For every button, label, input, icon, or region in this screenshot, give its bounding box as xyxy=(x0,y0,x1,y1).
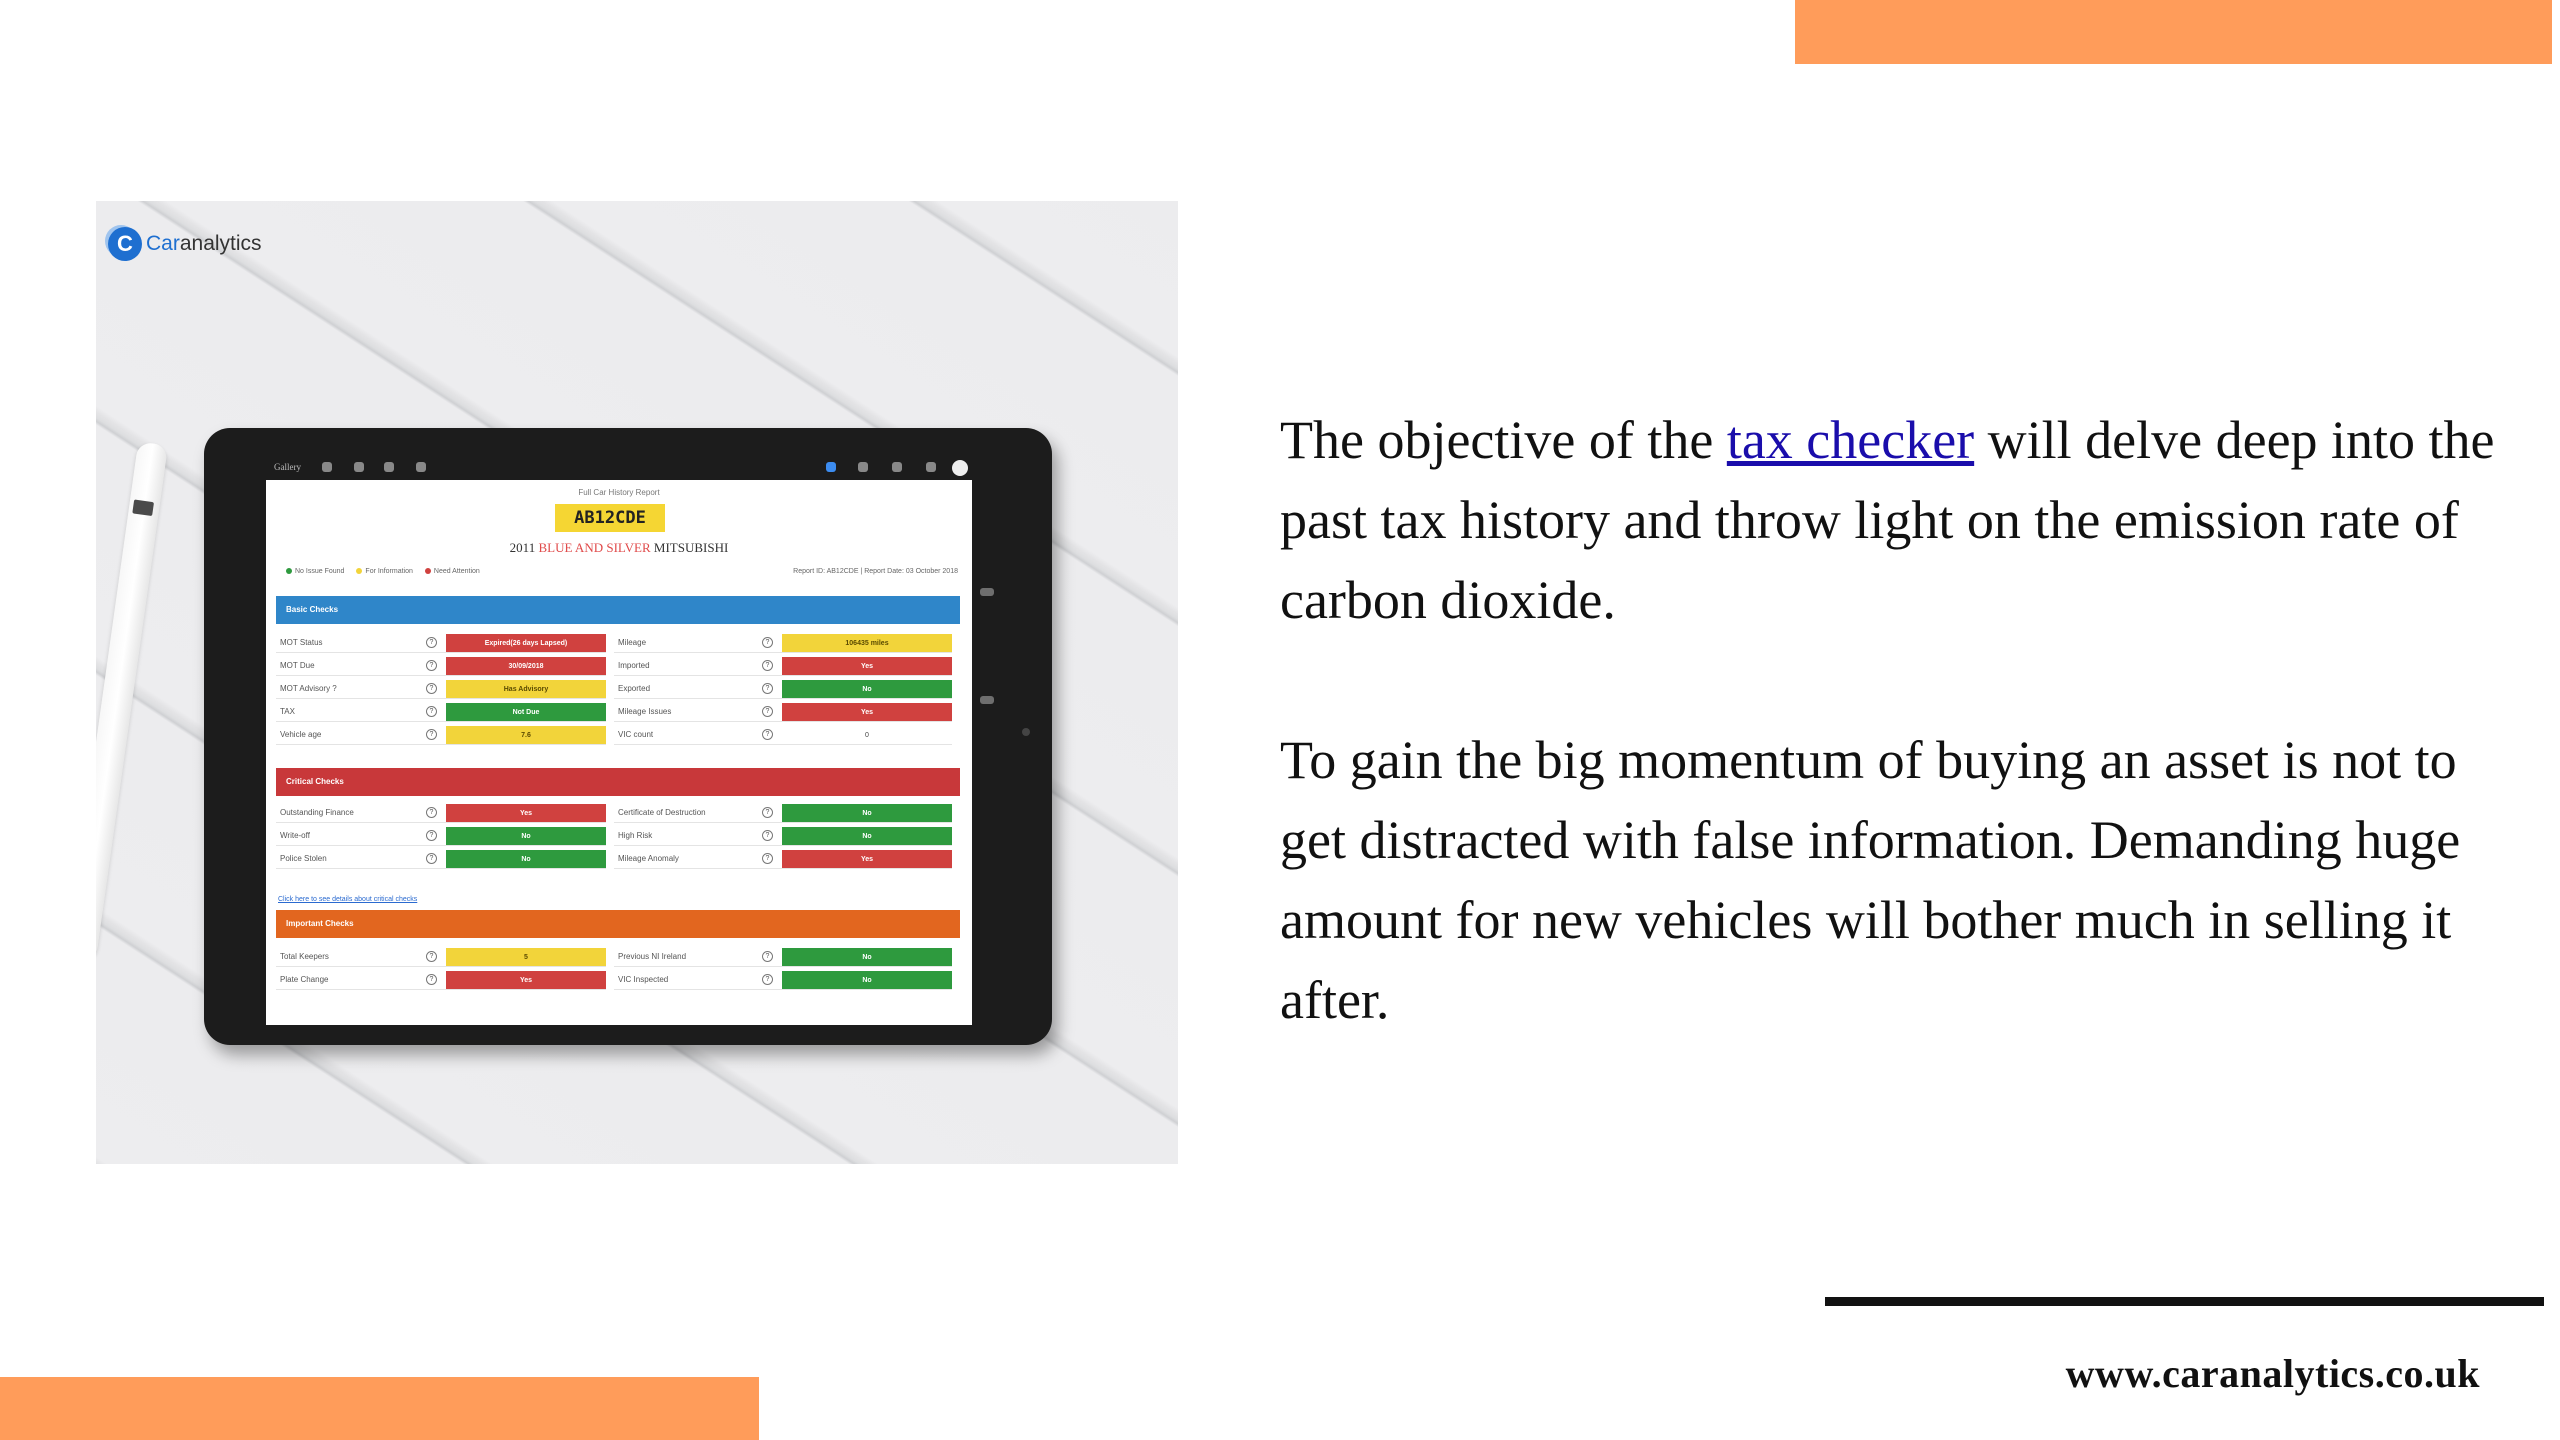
help-icon: ? xyxy=(426,974,437,985)
check-value: Yes xyxy=(782,703,952,722)
report-screen xyxy=(266,480,972,1025)
check-value: 106435 miles xyxy=(782,634,952,653)
help-icon: ? xyxy=(426,807,437,818)
bottom-accent-bar xyxy=(0,1377,759,1440)
check-value: Yes xyxy=(782,657,952,676)
wand-icon xyxy=(354,462,364,472)
check-row xyxy=(276,971,606,990)
help-icon: ? xyxy=(762,853,773,864)
check-row xyxy=(614,804,952,823)
check-value: No xyxy=(782,680,952,699)
check-row xyxy=(614,657,952,676)
check-label: Imported xyxy=(618,661,650,670)
check-value: Has Advisory xyxy=(446,680,606,699)
help-icon: ? xyxy=(426,853,437,864)
check-value: No xyxy=(782,804,952,823)
check-row xyxy=(276,804,606,823)
check-value: Yes xyxy=(446,971,606,990)
check-label: Police Stolen xyxy=(280,854,327,863)
footer-url: www.caranalytics.co.uk xyxy=(2065,1351,2480,1396)
status-legend: No Issue Found For Information Need Attention xyxy=(286,568,480,575)
check-row xyxy=(614,850,952,869)
check-label: Write-off xyxy=(280,831,310,840)
check-value: Expired(26 days Lapsed) xyxy=(446,634,606,653)
check-value: Not Due xyxy=(446,703,606,722)
check-label: MOT Advisory ? xyxy=(280,684,337,693)
help-icon: ? xyxy=(762,951,773,962)
footer-divider xyxy=(1825,1297,2544,1306)
brush-size-slider xyxy=(980,588,994,596)
smudge-icon xyxy=(858,462,868,472)
arrow-icon xyxy=(416,462,426,472)
check-value: 7.6 xyxy=(446,726,606,745)
help-icon: ? xyxy=(426,706,437,717)
critical-details-link: Click here to see details about critical checks xyxy=(278,896,418,903)
check-value: No xyxy=(782,827,952,846)
top-accent-bar xyxy=(1795,0,2552,64)
check-row xyxy=(614,948,952,967)
logo-mark-icon: C xyxy=(108,227,142,261)
color-dot-icon xyxy=(952,460,968,476)
check-label: Total Keepers xyxy=(280,952,329,961)
check-row xyxy=(276,703,606,722)
check-label: MOT Status xyxy=(280,638,323,647)
s-icon xyxy=(384,462,394,472)
help-icon: ? xyxy=(426,683,437,694)
check-label: Exported xyxy=(618,684,651,693)
check-label: Outstanding Finance xyxy=(280,808,354,817)
report-meta: Report ID: AB12CDE | Report Date: 03 October 2018 xyxy=(793,568,958,575)
help-icon: ? xyxy=(762,706,773,717)
report-subtitle: Full Car History Report xyxy=(578,488,660,497)
home-button xyxy=(1022,728,1030,736)
brush-icon xyxy=(826,462,836,472)
check-label: Certificate of Destruction xyxy=(618,808,706,817)
check-label: Previous NI Ireland xyxy=(618,952,687,961)
opacity-slider xyxy=(980,696,994,704)
important-checks-header: Important Checks xyxy=(276,910,960,938)
caranalytics-logo xyxy=(108,227,262,261)
check-label: Vehicle age xyxy=(280,730,322,739)
app-toolbar xyxy=(266,458,972,480)
check-value: Yes xyxy=(782,850,952,869)
paragraph-2: To gain the big momentum of buying an asset is not to get distracted with false information. Demanding huge amount for new vehicles will bother much in selling it after. xyxy=(1280,730,2461,1030)
check-row xyxy=(276,948,606,967)
check-value: No xyxy=(782,948,952,967)
check-label: MOT Due xyxy=(280,661,315,670)
basic-checks-header: Basic Checks xyxy=(276,596,960,624)
check-row xyxy=(614,971,952,990)
check-row xyxy=(276,680,606,699)
check-row xyxy=(614,680,952,699)
help-icon: ? xyxy=(762,974,773,985)
check-label: Plate Change xyxy=(280,975,329,984)
check-row xyxy=(614,827,952,846)
check-row xyxy=(276,634,606,653)
car-title: 2011 BLUE AND SILVER MITSUBISHI xyxy=(509,540,729,555)
number-plate: AB12CDE xyxy=(555,504,665,532)
check-row xyxy=(276,827,606,846)
stylus-pencil xyxy=(96,441,168,960)
help-icon: ? xyxy=(762,660,773,671)
tablet-device xyxy=(204,428,1052,1045)
check-row xyxy=(614,726,952,745)
check-row xyxy=(276,850,606,869)
check-label: TAX xyxy=(280,707,295,716)
check-value: 5 xyxy=(446,948,606,967)
check-value: No xyxy=(446,827,606,846)
check-value: 0 xyxy=(865,732,869,739)
body-text xyxy=(1280,400,2510,1120)
logo-name: Caranalytics xyxy=(146,232,262,255)
check-row xyxy=(276,657,606,676)
check-value: Yes xyxy=(446,804,606,823)
check-label: Mileage Issues xyxy=(618,707,672,716)
check-row xyxy=(614,634,952,653)
help-icon: ? xyxy=(762,683,773,694)
check-value: 30/09/2018 xyxy=(446,657,606,676)
help-icon: ? xyxy=(426,951,437,962)
gallery-label: Gallery xyxy=(274,462,301,472)
help-icon: ? xyxy=(426,830,437,841)
check-label: Mileage Anomaly xyxy=(618,854,679,863)
check-value: No xyxy=(446,850,606,869)
check-row xyxy=(276,726,606,745)
tablet-photo xyxy=(96,201,1178,1164)
help-icon: ? xyxy=(426,660,437,671)
check-label: VIC count xyxy=(618,730,654,739)
help-icon: ? xyxy=(762,807,773,818)
check-label: High Risk xyxy=(618,831,653,840)
critical-checks-header: Critical Checks xyxy=(276,768,960,796)
wrench-icon xyxy=(322,462,332,472)
eraser-icon xyxy=(892,462,902,472)
check-label: Mileage xyxy=(618,638,647,647)
help-icon: ? xyxy=(426,637,437,648)
check-row xyxy=(614,703,952,722)
help-icon: ? xyxy=(762,637,773,648)
check-label: VIC Inspected xyxy=(618,975,669,984)
help-icon: ? xyxy=(762,729,773,740)
help-icon: ? xyxy=(762,830,773,841)
tax-checker-link[interactable]: tax checker xyxy=(1726,410,1975,470)
paragraph-1: The objective of the tax checker will delve deep into the past tax history and throw light on the emission rate of carbon dioxide. xyxy=(1280,410,2495,630)
check-value: No xyxy=(782,971,952,990)
help-icon: ? xyxy=(426,729,437,740)
layers-icon xyxy=(926,462,936,472)
